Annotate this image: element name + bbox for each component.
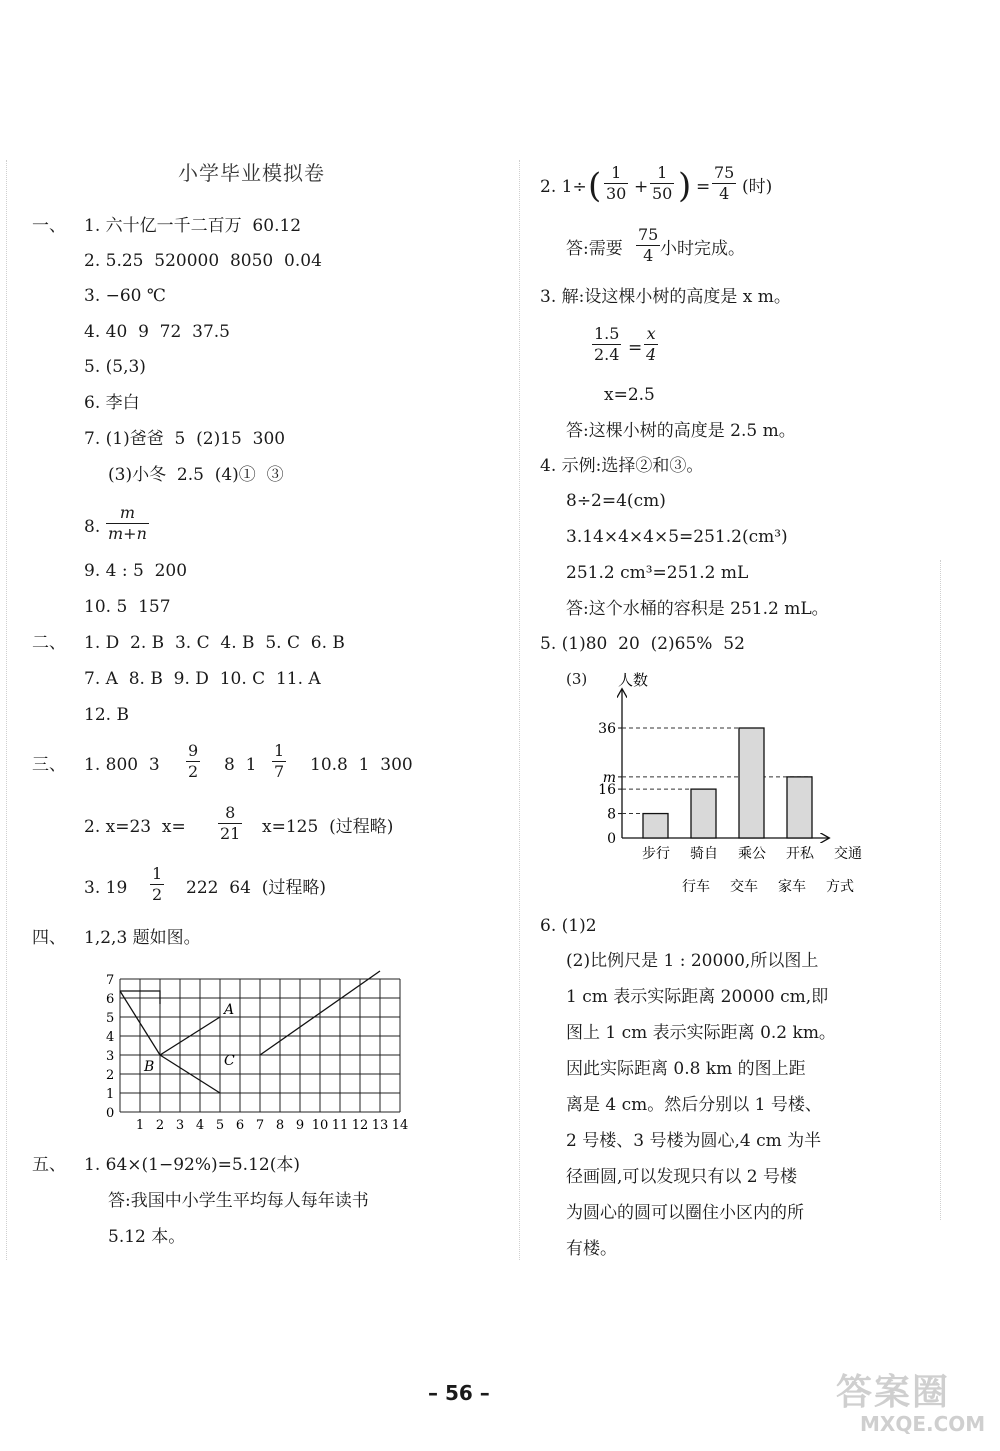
chart-bar (739, 728, 764, 838)
answer-line: 251.2 cm³=251.2 mL (566, 563, 749, 583)
fraction: $\frac{75}{4}$ (714, 163, 735, 203)
answer-line: x=125 (过程略) (262, 817, 394, 837)
fraction: $\frac{75}{4}$ (638, 225, 659, 265)
grid-y-tick: 7 (106, 973, 115, 988)
answer-line: 1. 64×(1−92%)=5.12(本) (84, 1155, 300, 1175)
answer-line: 小时完成。 (660, 239, 745, 259)
chart-x-tick: 步行 (642, 846, 670, 862)
right-margin-rule (940, 560, 941, 1220)
point-label-c: C (224, 1053, 235, 1069)
page-title: 小学毕业模拟卷 (178, 161, 325, 185)
chart-bar (643, 814, 668, 838)
chart-y-tick: 16 (598, 782, 616, 799)
answer-line: 有楼。 (566, 1239, 617, 1259)
grid-x-tick: 3 (175, 1118, 185, 1133)
grid-x-tick: 14 (391, 1118, 409, 1133)
grid-y-tick-labels (106, 973, 114, 1121)
answer-line: 为圆心的圆可以圈住小区内的所 (566, 1203, 804, 1223)
operator: + (634, 177, 649, 197)
answer-line: x=2.5 (604, 385, 655, 405)
answer-line: 4. 40 9 72 37.5 (84, 322, 230, 342)
answer-line: 2. x=23 x= (84, 817, 186, 837)
grid-y-tick: 1 (106, 1087, 115, 1102)
answer-line: 5.12 本。 (108, 1227, 186, 1247)
answer-line: 离是 4 cm。然后分别以 1 号楼、 (566, 1095, 822, 1115)
answer-line: 因此实际距离 0.8 km 的图上距 (566, 1059, 806, 1079)
answer-line: 1. 六十亿一千二百万 60.12 (84, 216, 302, 236)
answer-line: 2 号楼、3 号楼为圆心,4 cm 为半 (566, 1131, 822, 1151)
chart-x-tick: 行车 (682, 879, 710, 895)
chart-bars (643, 728, 812, 838)
answer-line: 7. (1)爸爸 5 (2)15 300 (84, 429, 286, 449)
chart-x-tick: 家车 (778, 879, 806, 895)
answer-line: 6. (1)2 (540, 916, 597, 936)
answer-line: (2)比例尺是 1 : 20000,所以图上 (566, 951, 819, 971)
answer-line: (3)小冬 2.5 (4)① ③ (108, 465, 284, 485)
answer-line: 答:这个水桶的容积是 251.2 mL。 (566, 599, 829, 619)
answer-line: 图上 1 cm 表示实际距离 0.2 km。 (566, 1023, 836, 1043)
chart-y-tick: 8 (607, 806, 616, 823)
section-label: 二、 (32, 633, 66, 653)
chart-x-tick: 方式 (826, 879, 854, 895)
watermark-url: MXQE.COM (860, 1412, 986, 1436)
chart-x-tick: 交车 (730, 879, 758, 895)
chart-x-tick-labels-row2 (682, 879, 854, 895)
fraction: $\frac{1.5}{2.4}$ (594, 324, 620, 364)
chart-x-tick: 交通 (834, 846, 862, 862)
grid-y-tick: 4 (106, 1030, 115, 1045)
answer-line: 答:需要 (566, 239, 623, 259)
answer-line: 2. 1÷ (540, 177, 587, 197)
grid-y-tick: 0 (106, 1106, 115, 1121)
answer-line: 8. (84, 517, 101, 537)
column-divider (519, 160, 520, 1260)
fraction: $\frac{1}{7}$ (274, 741, 285, 781)
answer-line: 4. 示例:选择②和③。 (540, 456, 704, 476)
shape-a-lines (120, 991, 220, 1055)
answer-line: 1. 800 3 (84, 755, 160, 775)
answer-line: 1 cm 表示实际距离 20000 cm,即 (566, 987, 829, 1007)
chart-x-tick-labels-row1 (642, 845, 862, 862)
page-number: – 56 – (428, 1381, 490, 1405)
grid-y-tick: 3 (106, 1049, 115, 1064)
chart-y-tick-labels (598, 721, 622, 847)
fraction: $\frac{1}{50}$ (652, 163, 673, 203)
chart-bar (691, 789, 716, 838)
fraction: $\frac{8}{21}$ (220, 803, 241, 843)
bar-chart (560, 662, 890, 902)
chart-x-tick: 骑自 (690, 846, 718, 862)
answer-line: 3. 19 (84, 878, 128, 898)
answer-line: 12. B (84, 705, 129, 725)
answer-line: 1,2,3 题如图。 (84, 928, 201, 948)
operator: = (696, 177, 711, 197)
point-label-b: B (144, 1059, 155, 1075)
grid-y-tick: 6 (106, 992, 115, 1007)
answer-line: 8 1 (224, 755, 257, 775)
grid-x-tick: 2 (155, 1118, 165, 1133)
answer-line: 3. 解:设这棵小树的高度是 x m。 (540, 287, 791, 307)
answer-line: (3) (566, 670, 588, 688)
chart-bar (787, 777, 812, 838)
answer-line: 径画圆,可以发现只有以 2 号楼 (566, 1167, 798, 1187)
watermark-logo: 答案圈 (836, 1372, 951, 1413)
chart-y-tick: 36 (598, 721, 616, 737)
answer-line: 222 64 (过程略) (186, 878, 326, 898)
fraction: $\frac{m}{m+n}$ (108, 503, 147, 543)
answer-line: 5. (1)80 20 (2)65% 52 (540, 634, 745, 654)
fraction: $\frac{x}{4}$ (646, 324, 657, 364)
answer-line: 答:我国中小学生平均每人每年读书 (108, 1191, 369, 1211)
grid-x-tick: 7 (255, 1118, 265, 1133)
operator: = (628, 338, 643, 358)
section-label: 三、 (32, 755, 66, 775)
grid-x-tick: 4 (195, 1118, 205, 1133)
chart-y-axis-label: 人数 (618, 671, 649, 689)
fraction: $\frac{9}{2}$ (188, 741, 199, 781)
grid-lines (120, 979, 400, 1112)
coordinate-grid-figure (100, 962, 420, 1134)
answer-line: 10.8 1 300 (310, 755, 413, 775)
left-paren: ( (588, 166, 602, 206)
answer-line: 7. A 8. B 9. D 10. C 11. A (84, 669, 321, 689)
answer-line: 1. D 2. B 3. C 4. B 5. C 6. B (84, 633, 345, 653)
section-label: 一、 (32, 216, 66, 236)
grid-x-tick: 13 (371, 1118, 389, 1133)
answer-line: 答:这棵小树的高度是 2.5 m。 (566, 421, 796, 441)
point-label-a: A (224, 1002, 235, 1018)
answer-line: 10. 5 157 (84, 597, 171, 617)
chart-x-tick: 乘公 (738, 846, 766, 862)
answer-line: 8÷2=4(cm) (566, 491, 666, 511)
answer-line: 2. 5.25 520000 8050 0.04 (84, 251, 322, 271)
answer-line: 5. (5,3) (84, 357, 146, 377)
chart-y-tick: 0 (607, 831, 616, 847)
grid-y-tick: 2 (106, 1068, 115, 1083)
answer-line: 3.14×4×4×5=251.2(cm³) (566, 527, 788, 547)
section-label: 五、 (32, 1155, 66, 1175)
grid-x-tick: 6 (235, 1118, 245, 1133)
grid-x-tick: 9 (295, 1118, 305, 1133)
grid-x-tick-labels (136, 1118, 408, 1133)
left-margin-rule (6, 160, 7, 1260)
grid-x-tick: 12 (351, 1118, 369, 1133)
fraction: $\frac{1}{30}$ (606, 163, 627, 203)
right-paren: ) (678, 166, 692, 206)
answer-line: 6. 李白 (84, 393, 140, 413)
answer-line: (时) (742, 177, 773, 197)
grid-x-tick: 11 (331, 1118, 349, 1133)
answer-line: 9. 4 : 5 200 (84, 561, 188, 581)
grid-x-tick: 10 (311, 1118, 329, 1133)
chart-guide-lines (622, 728, 812, 814)
section-label: 四、 (32, 928, 66, 948)
grid-x-tick: 5 (215, 1118, 225, 1133)
answer-line: 3. −60 ℃ (84, 286, 166, 306)
chart-y-tick: m (602, 769, 616, 786)
grid-x-tick: 1 (135, 1118, 145, 1133)
chart-x-tick: 开私 (786, 846, 814, 862)
fraction: $\frac{1}{2}$ (152, 864, 163, 904)
grid-y-tick: 5 (106, 1011, 115, 1026)
grid-x-tick: 8 (275, 1118, 285, 1133)
